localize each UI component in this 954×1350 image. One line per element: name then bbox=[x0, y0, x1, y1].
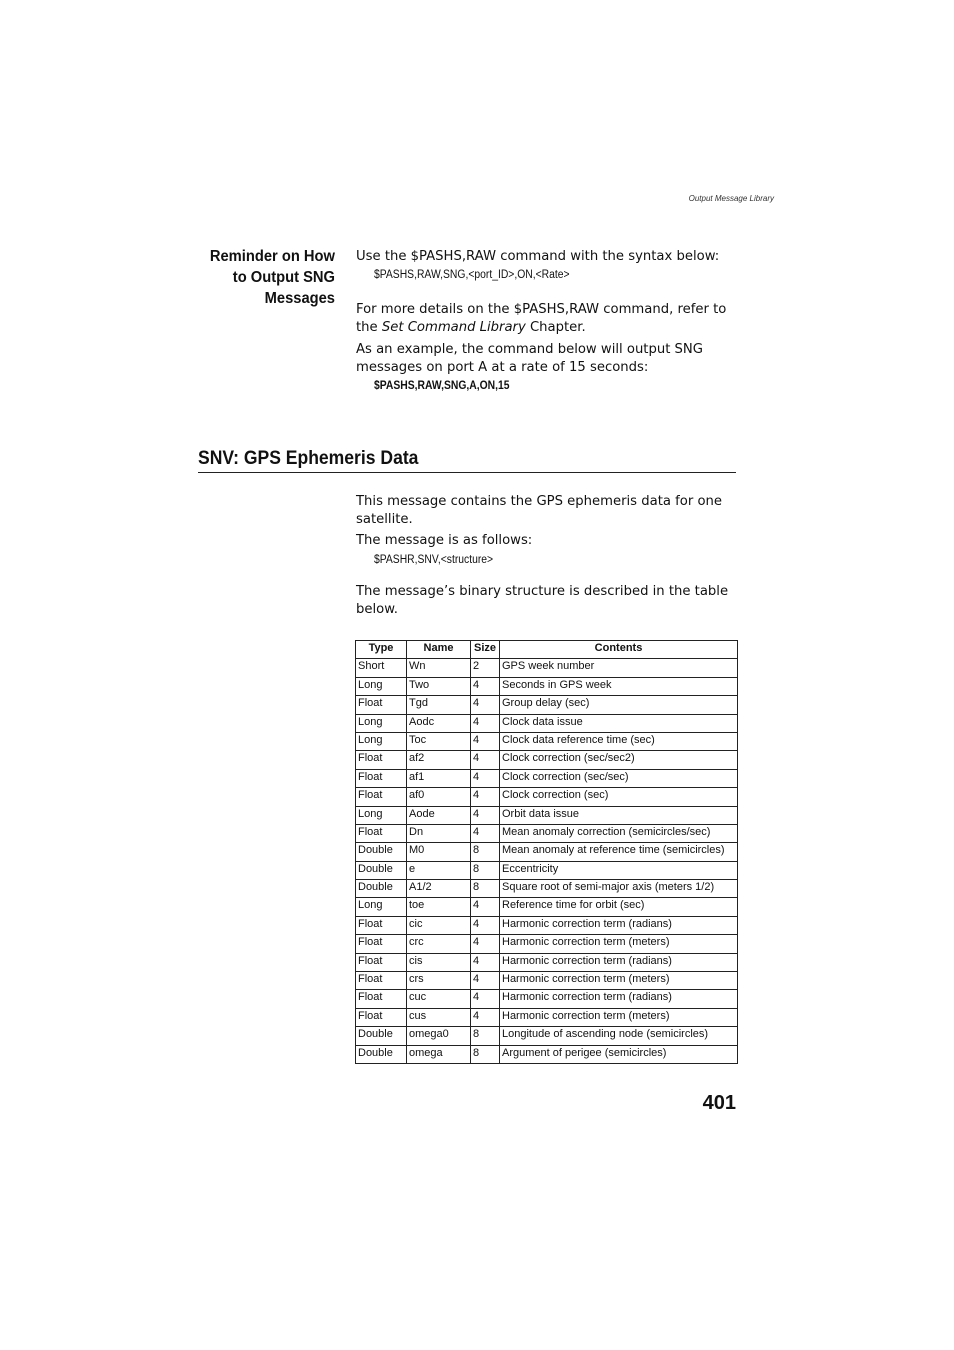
cell-name: crs bbox=[407, 972, 471, 990]
column-header-contents: Contents bbox=[500, 641, 738, 659]
cell-contents: Argument of perigee (semicircles) bbox=[500, 1045, 738, 1063]
cell-name: omega0 bbox=[407, 1027, 471, 1045]
table-row bbox=[356, 769, 738, 787]
table-row bbox=[356, 788, 738, 806]
cell-contents: Clock correction (sec/sec) bbox=[500, 769, 738, 787]
table-row bbox=[356, 696, 738, 714]
cell-name: Aode bbox=[407, 806, 471, 824]
cell-contents: Mean anomaly at reference time (semicircles) bbox=[500, 843, 738, 861]
cell-type: Long bbox=[356, 677, 407, 695]
table-row bbox=[356, 916, 738, 934]
cell-name: M0 bbox=[407, 843, 471, 861]
cell-contents: Reference time for orbit (sec) bbox=[500, 898, 738, 916]
cell-name: Toc bbox=[407, 732, 471, 750]
cell-size: 4 bbox=[471, 935, 500, 953]
cell-size: 4 bbox=[471, 898, 500, 916]
cell-contents: Harmonic correction term (meters) bbox=[500, 972, 738, 990]
cell-size: 4 bbox=[471, 824, 500, 842]
cell-contents: Harmonic correction term (meters) bbox=[500, 935, 738, 953]
column-header-type: Type bbox=[356, 641, 407, 659]
table-row bbox=[356, 751, 738, 769]
cell-name: af1 bbox=[407, 769, 471, 787]
cell-name: cuc bbox=[407, 990, 471, 1008]
cell-contents: Harmonic correction term (radians) bbox=[500, 916, 738, 934]
table-row bbox=[356, 990, 738, 1008]
cell-contents: Harmonic correction term (meters) bbox=[500, 1008, 738, 1026]
raw-command-syntax: $PASHS,RAW,SNG,<port_ID>,ON,<Rate> bbox=[374, 269, 570, 281]
page-number: 401 bbox=[702, 1092, 736, 1114]
table-row bbox=[356, 806, 738, 824]
table-row bbox=[356, 1045, 738, 1063]
snv-message-format: $PASHR,SNV,<structure> bbox=[374, 554, 494, 566]
reference-text-start: For more details on the $PASHS,RAW command, refer to the bbox=[356, 302, 727, 335]
cell-name: af2 bbox=[407, 751, 471, 769]
cell-size: 4 bbox=[471, 714, 500, 732]
cell-type: Double bbox=[356, 880, 407, 898]
snv-structure-table bbox=[355, 640, 738, 1064]
reminder-paragraph-syntax: Use the $PASHS,RAW command with the syntax below: bbox=[356, 249, 720, 264]
table-row bbox=[356, 843, 738, 861]
table-row bbox=[356, 880, 738, 898]
cell-type: Float bbox=[356, 696, 407, 714]
reminder-paragraph-example: As an example, the command below will output SNG messages on port A at a rate of 15 seconds: bbox=[356, 342, 704, 375]
cell-name: Tgd bbox=[407, 696, 471, 714]
table-row bbox=[356, 659, 738, 677]
cell-size: 4 bbox=[471, 769, 500, 787]
cell-contents: Clock correction (sec/sec2) bbox=[500, 751, 738, 769]
cell-type: Float bbox=[356, 972, 407, 990]
cell-type: Float bbox=[356, 769, 407, 787]
cell-contents: Eccentricity bbox=[500, 861, 738, 879]
cell-contents: Seconds in GPS week bbox=[500, 677, 738, 695]
cell-type: Float bbox=[356, 916, 407, 934]
cell-name: Wn bbox=[407, 659, 471, 677]
cell-type: Double bbox=[356, 861, 407, 879]
cell-size: 4 bbox=[471, 1008, 500, 1026]
cell-size: 4 bbox=[471, 916, 500, 934]
cell-name: cic bbox=[407, 916, 471, 934]
column-header-size: Size bbox=[471, 641, 500, 659]
cell-contents: Clock data issue bbox=[500, 714, 738, 732]
cell-name: cis bbox=[407, 953, 471, 971]
table-row bbox=[356, 677, 738, 695]
cell-size: 4 bbox=[471, 806, 500, 824]
cell-contents: Harmonic correction term (radians) bbox=[500, 953, 738, 971]
cell-type: Float bbox=[356, 953, 407, 971]
cell-type: Double bbox=[356, 1045, 407, 1063]
section-paragraph-table-intro: The message’s binary structure is described in the table below. bbox=[356, 584, 729, 617]
table-row bbox=[356, 953, 738, 971]
cell-size: 4 bbox=[471, 990, 500, 1008]
cell-type: Long bbox=[356, 898, 407, 916]
reminder-heading bbox=[183, 246, 335, 309]
cell-size: 4 bbox=[471, 751, 500, 769]
cell-name: toe bbox=[407, 898, 471, 916]
cell-size: 4 bbox=[471, 696, 500, 714]
cell-name: cus bbox=[407, 1008, 471, 1026]
table-row bbox=[356, 898, 738, 916]
cell-name: af0 bbox=[407, 788, 471, 806]
cell-name: crc bbox=[407, 935, 471, 953]
cell-name: Two bbox=[407, 677, 471, 695]
cell-contents: Mean anomaly correction (semicircles/sec) bbox=[500, 824, 738, 842]
table-row bbox=[356, 1027, 738, 1045]
section-paragraph-format: The message is as follows: bbox=[356, 533, 533, 548]
cell-size: 8 bbox=[471, 843, 500, 861]
reference-text-end: Chapter. bbox=[525, 320, 586, 335]
column-header-name: Name bbox=[407, 641, 471, 659]
table-row bbox=[356, 972, 738, 990]
cell-type: Double bbox=[356, 843, 407, 861]
example-command: $PASHS,RAW,SNG,A,ON,15 bbox=[374, 380, 510, 392]
cell-type: Float bbox=[356, 990, 407, 1008]
reminder-body bbox=[356, 248, 738, 393]
cell-size: 4 bbox=[471, 788, 500, 806]
cell-contents: Square root of semi-major axis (meters 1/2) bbox=[500, 880, 738, 898]
cell-type: Long bbox=[356, 714, 407, 732]
cell-size: 4 bbox=[471, 972, 500, 990]
table-row bbox=[356, 861, 738, 879]
section-paragraph-intro: This message contains the GPS ephemeris data for one satellite. bbox=[356, 494, 723, 527]
cell-contents: Clock data reference time (sec) bbox=[500, 732, 738, 750]
table-header-row bbox=[356, 641, 738, 659]
section-body bbox=[356, 493, 738, 619]
cell-size: 4 bbox=[471, 732, 500, 750]
cell-type: Long bbox=[356, 732, 407, 750]
cell-name: A1/2 bbox=[407, 880, 471, 898]
cell-size: 8 bbox=[471, 861, 500, 879]
cell-size: 2 bbox=[471, 659, 500, 677]
cell-type: Float bbox=[356, 788, 407, 806]
cell-size: 4 bbox=[471, 677, 500, 695]
cell-name: Dn bbox=[407, 824, 471, 842]
table-row bbox=[356, 732, 738, 750]
cell-contents: Longitude of ascending node (semicircles) bbox=[500, 1027, 738, 1045]
table-row bbox=[356, 824, 738, 842]
set-command-library-ref: Set Command Library bbox=[381, 320, 526, 335]
cell-contents: Orbit data issue bbox=[500, 806, 738, 824]
cell-name: Aodc bbox=[407, 714, 471, 732]
cell-contents: Harmonic correction term (radians) bbox=[500, 990, 738, 1008]
cell-type: Float bbox=[356, 751, 407, 769]
cell-type: Float bbox=[356, 1008, 407, 1026]
cell-type: Float bbox=[356, 935, 407, 953]
table-row bbox=[356, 714, 738, 732]
cell-contents: Clock correction (sec) bbox=[500, 788, 738, 806]
cell-name: e bbox=[407, 861, 471, 879]
reminder-heading-line: Reminder on How bbox=[209, 248, 335, 265]
table-row bbox=[356, 935, 738, 953]
reminder-paragraph-reference bbox=[356, 301, 738, 337]
reminder-heading-line: to Output SNG bbox=[232, 269, 335, 286]
reminder-heading-line: Messages bbox=[264, 290, 335, 307]
cell-type: Long bbox=[356, 806, 407, 824]
cell-type: Double bbox=[356, 1027, 407, 1045]
table-body bbox=[356, 659, 738, 1064]
cell-size: 8 bbox=[471, 1027, 500, 1045]
table-row bbox=[356, 1008, 738, 1026]
cell-size: 8 bbox=[471, 880, 500, 898]
cell-contents: Group delay (sec) bbox=[500, 696, 738, 714]
running-header: Output Message Library bbox=[688, 194, 774, 203]
cell-size: 4 bbox=[471, 953, 500, 971]
section-title: SNV: GPS Ephemeris Data bbox=[198, 446, 736, 473]
cell-size: 8 bbox=[471, 1045, 500, 1063]
cell-contents: GPS week number bbox=[500, 659, 738, 677]
cell-type: Short bbox=[356, 659, 407, 677]
cell-type: Float bbox=[356, 824, 407, 842]
cell-name: omega bbox=[407, 1045, 471, 1063]
